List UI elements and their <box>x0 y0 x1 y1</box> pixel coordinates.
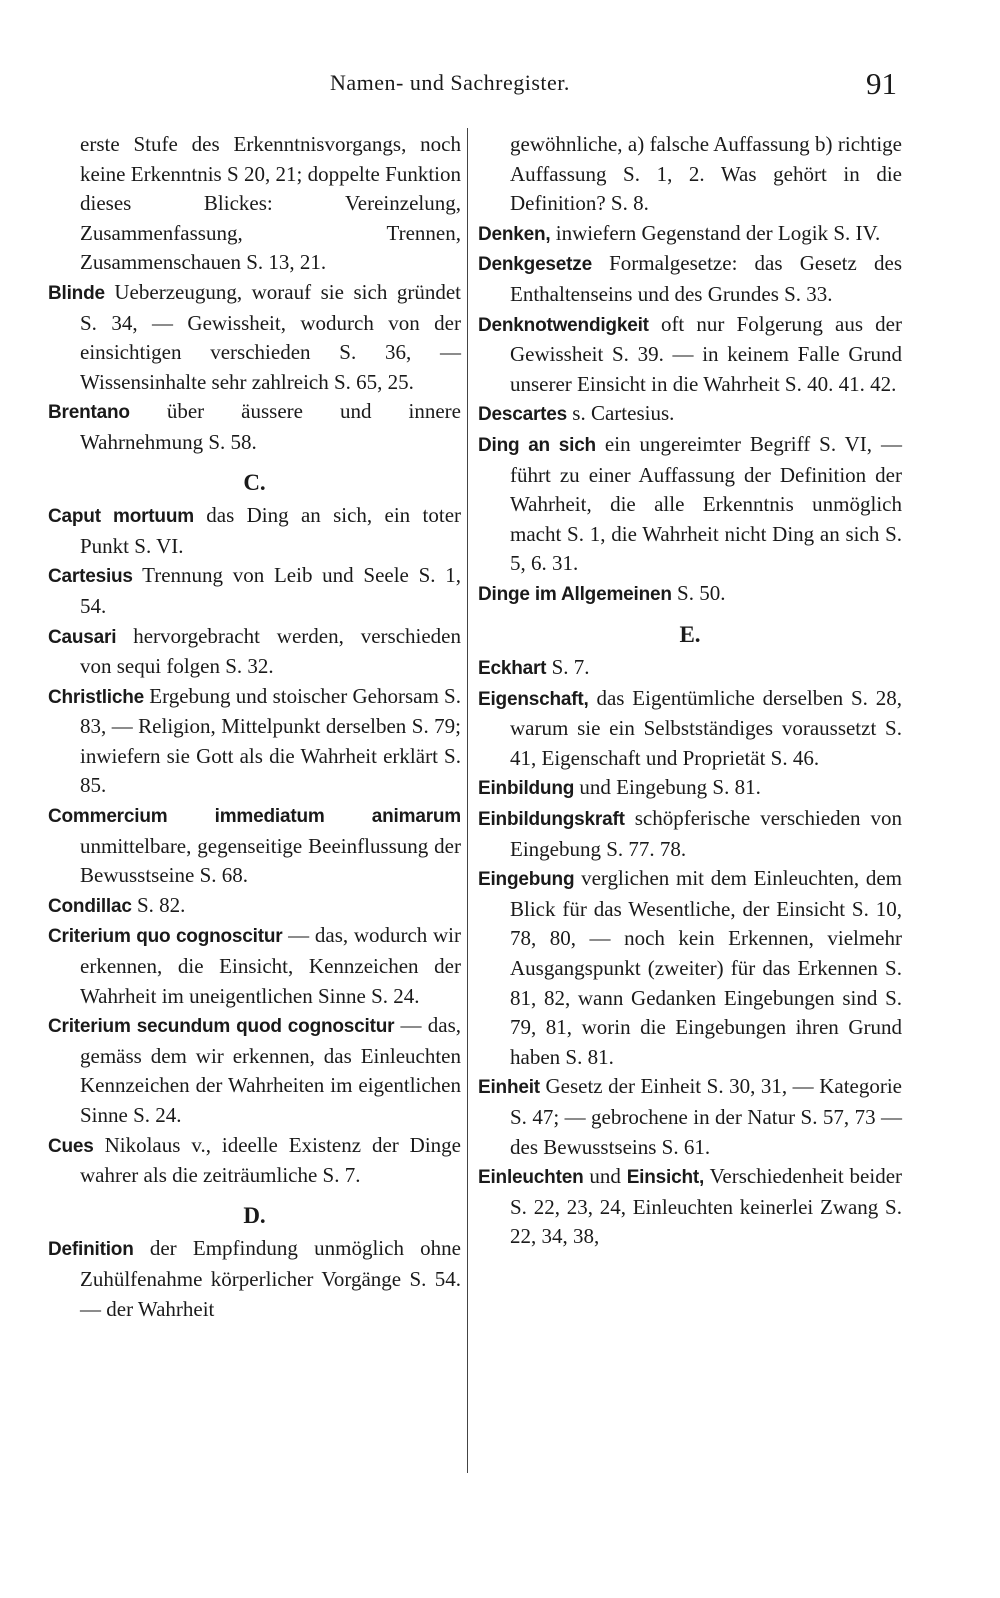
column-divider <box>467 128 468 1473</box>
index-entry-continued: erste Stufe des Erkenntnisvorgangs, noch keine Erkenntnis S 20, 21; doppelte Funktion dieses Blickes: Vereinzelung, Zusammenfassung, Trennen, Zusammenschauen S. 13, 21. <box>80 132 461 275</box>
index-entry-brentano: Brentano über äussere und innere Wahrnehmung S. 58. <box>48 399 461 454</box>
index-entry-descartes: Descartes s. Cartesius. <box>478 401 675 426</box>
index-entry-christliche: Christliche Ergebung und stoischer Gehorsam S. 83, — Religion, Mittelpunkt derselben S. 79; inwiefern sie Gott als die Wahrheit erklärt S. 85. <box>48 683 461 798</box>
index-entry-einbildung: Einbildung und Eingebung S. 81. <box>478 775 761 800</box>
index-entry-eckhart: Eckhart S. 7. <box>478 655 590 680</box>
index-entry-cues: Cues Nikolaus v., ideelle Existenz der Dinge wahrer als die zeiträumliche S. 7. <box>48 1132 461 1188</box>
index-entry-eingebung: Eingebung verglichen mit dem Einleuchten, dem Blick für das Wesentliche, der Einsicht S. 10, 78, 80, — noch kein Erkennen, vielmehr Ausgangspunkt (zweiter) für das Erkennen S. 81, 82, wann Gedanken Eingebungen sind S. 79, 81, worin die Eingebungen ihren Grund haben S. 81. <box>478 866 902 1069</box>
section-heading-e: E. <box>679 621 701 647</box>
page-number: 91 <box>866 66 897 101</box>
index-entry-denkgesetze: Denkgesetze Formalgesetze: das Gesetz des Enthaltenseins und des Grundes S. 33. <box>478 251 902 306</box>
left-column <box>48 130 461 1324</box>
index-entry-denknotwendigkeit: Denknotwendigkeit oft nur Folgerung aus der Gewissheit S. 39. — in keinem Falle Grund unserer Einsicht in die Wahrheit S. 40. 41. 42. <box>478 311 902 396</box>
index-entry-cartesius: Cartesius Trennung von Leib und Seele S. 1, 54. <box>48 563 461 618</box>
index-entry-condillac: Condillac S. 82. <box>48 892 186 917</box>
index-entry-eigenschaft: Eigenschaft, das Eigentümliche derselben S. 28, warum sie ein Selbstständiges voraussetzt S. 41, Eigenschaft und Proprietät S. 46. <box>478 685 902 770</box>
index-entry-dinge-im-allgemeinen: Dinge im Allgemeinen S. 50. <box>478 580 726 605</box>
index-entry-criterium-secundum: Criterium secundum quod cognoscitur — das, gemäss dem wir erkennen, das Einleuchten Kennzeichen der Wahrheiten im eigentlichen Sinne S. 24. <box>48 1013 461 1127</box>
index-entry-denken: Denken, inwiefern Gegenstand der Logik S. IV. <box>478 220 881 245</box>
section-heading-c: C. <box>243 469 266 495</box>
index-entry-ding-an-sich: Ding an sich ein ungereimter Begriff S. VI, — führt zu einer Auffassung der Definition der Wahrheit, die alle Erkenntnis unmöglich macht S. 1, die Wahrheit nicht Ding an sich S. 5, 6. 31. <box>478 431 903 576</box>
index-entry-criterium-quo: Criterium quo cognoscitur — das, wodurch wir erkennen, die Einsicht, Kennzeichen der Wahrheit im uneigentlichen Sinne S. 24. <box>48 923 461 1008</box>
index-entry-blinde: Blinde Ueberzeugung, worauf sie sich gründet S. 34, — Gewissheit, wodurch von der einsichtigen verschieden S. 36, — Wissensinhalte sehr zahlreich S. 65, 25. <box>48 279 461 394</box>
index-entry-continued: gewöhnliche, a) falsche Auffassung b) richtige Auffassung S. 1, 2. Was gehört in die Definition? S. 8. <box>510 132 902 216</box>
index-entry-caput-mortuum: Caput mortuum das Ding an sich, ein toter Punkt S. VI. <box>48 503 462 558</box>
page-header <box>0 62 1000 102</box>
index-entry-einleuchten: Einleuchten und Einsicht, Verschiedenheit beider S. 22, 23, 24, Einleuchten keinerlei Zwang S. 22, 34, 38, <box>478 1164 903 1249</box>
index-entry-definition: Definition der Empfindung unmöglich ohne Zuhülfenahme körperlicher Vorgänge S. 54. — der Wahrheit <box>48 1236 461 1321</box>
right-column <box>478 130 902 1252</box>
index-entry-commercium: Commercium immediatum animarum unmittelbare, gegenseitige Beeinflussung der Bewusstseine S. 68. <box>48 806 461 888</box>
index-entry-einheit: Einheit Gesetz der Einheit S. 30, 31, — Kategorie S. 47; — gebrochene in der Natur S. 57, 73 — des Bewusstseins S. 61. <box>478 1074 902 1159</box>
running-title: Namen- und Sachregister. <box>330 70 570 95</box>
index-entry-einbildungskraft: Einbildungskraft schöpferische verschieden von Eingebung S. 77. 78. <box>478 806 902 861</box>
section-heading-d: D. <box>243 1202 266 1228</box>
index-entry-causari: Causari hervorgebracht werden, verschieden von sequi folgen S. 32. <box>48 623 461 679</box>
